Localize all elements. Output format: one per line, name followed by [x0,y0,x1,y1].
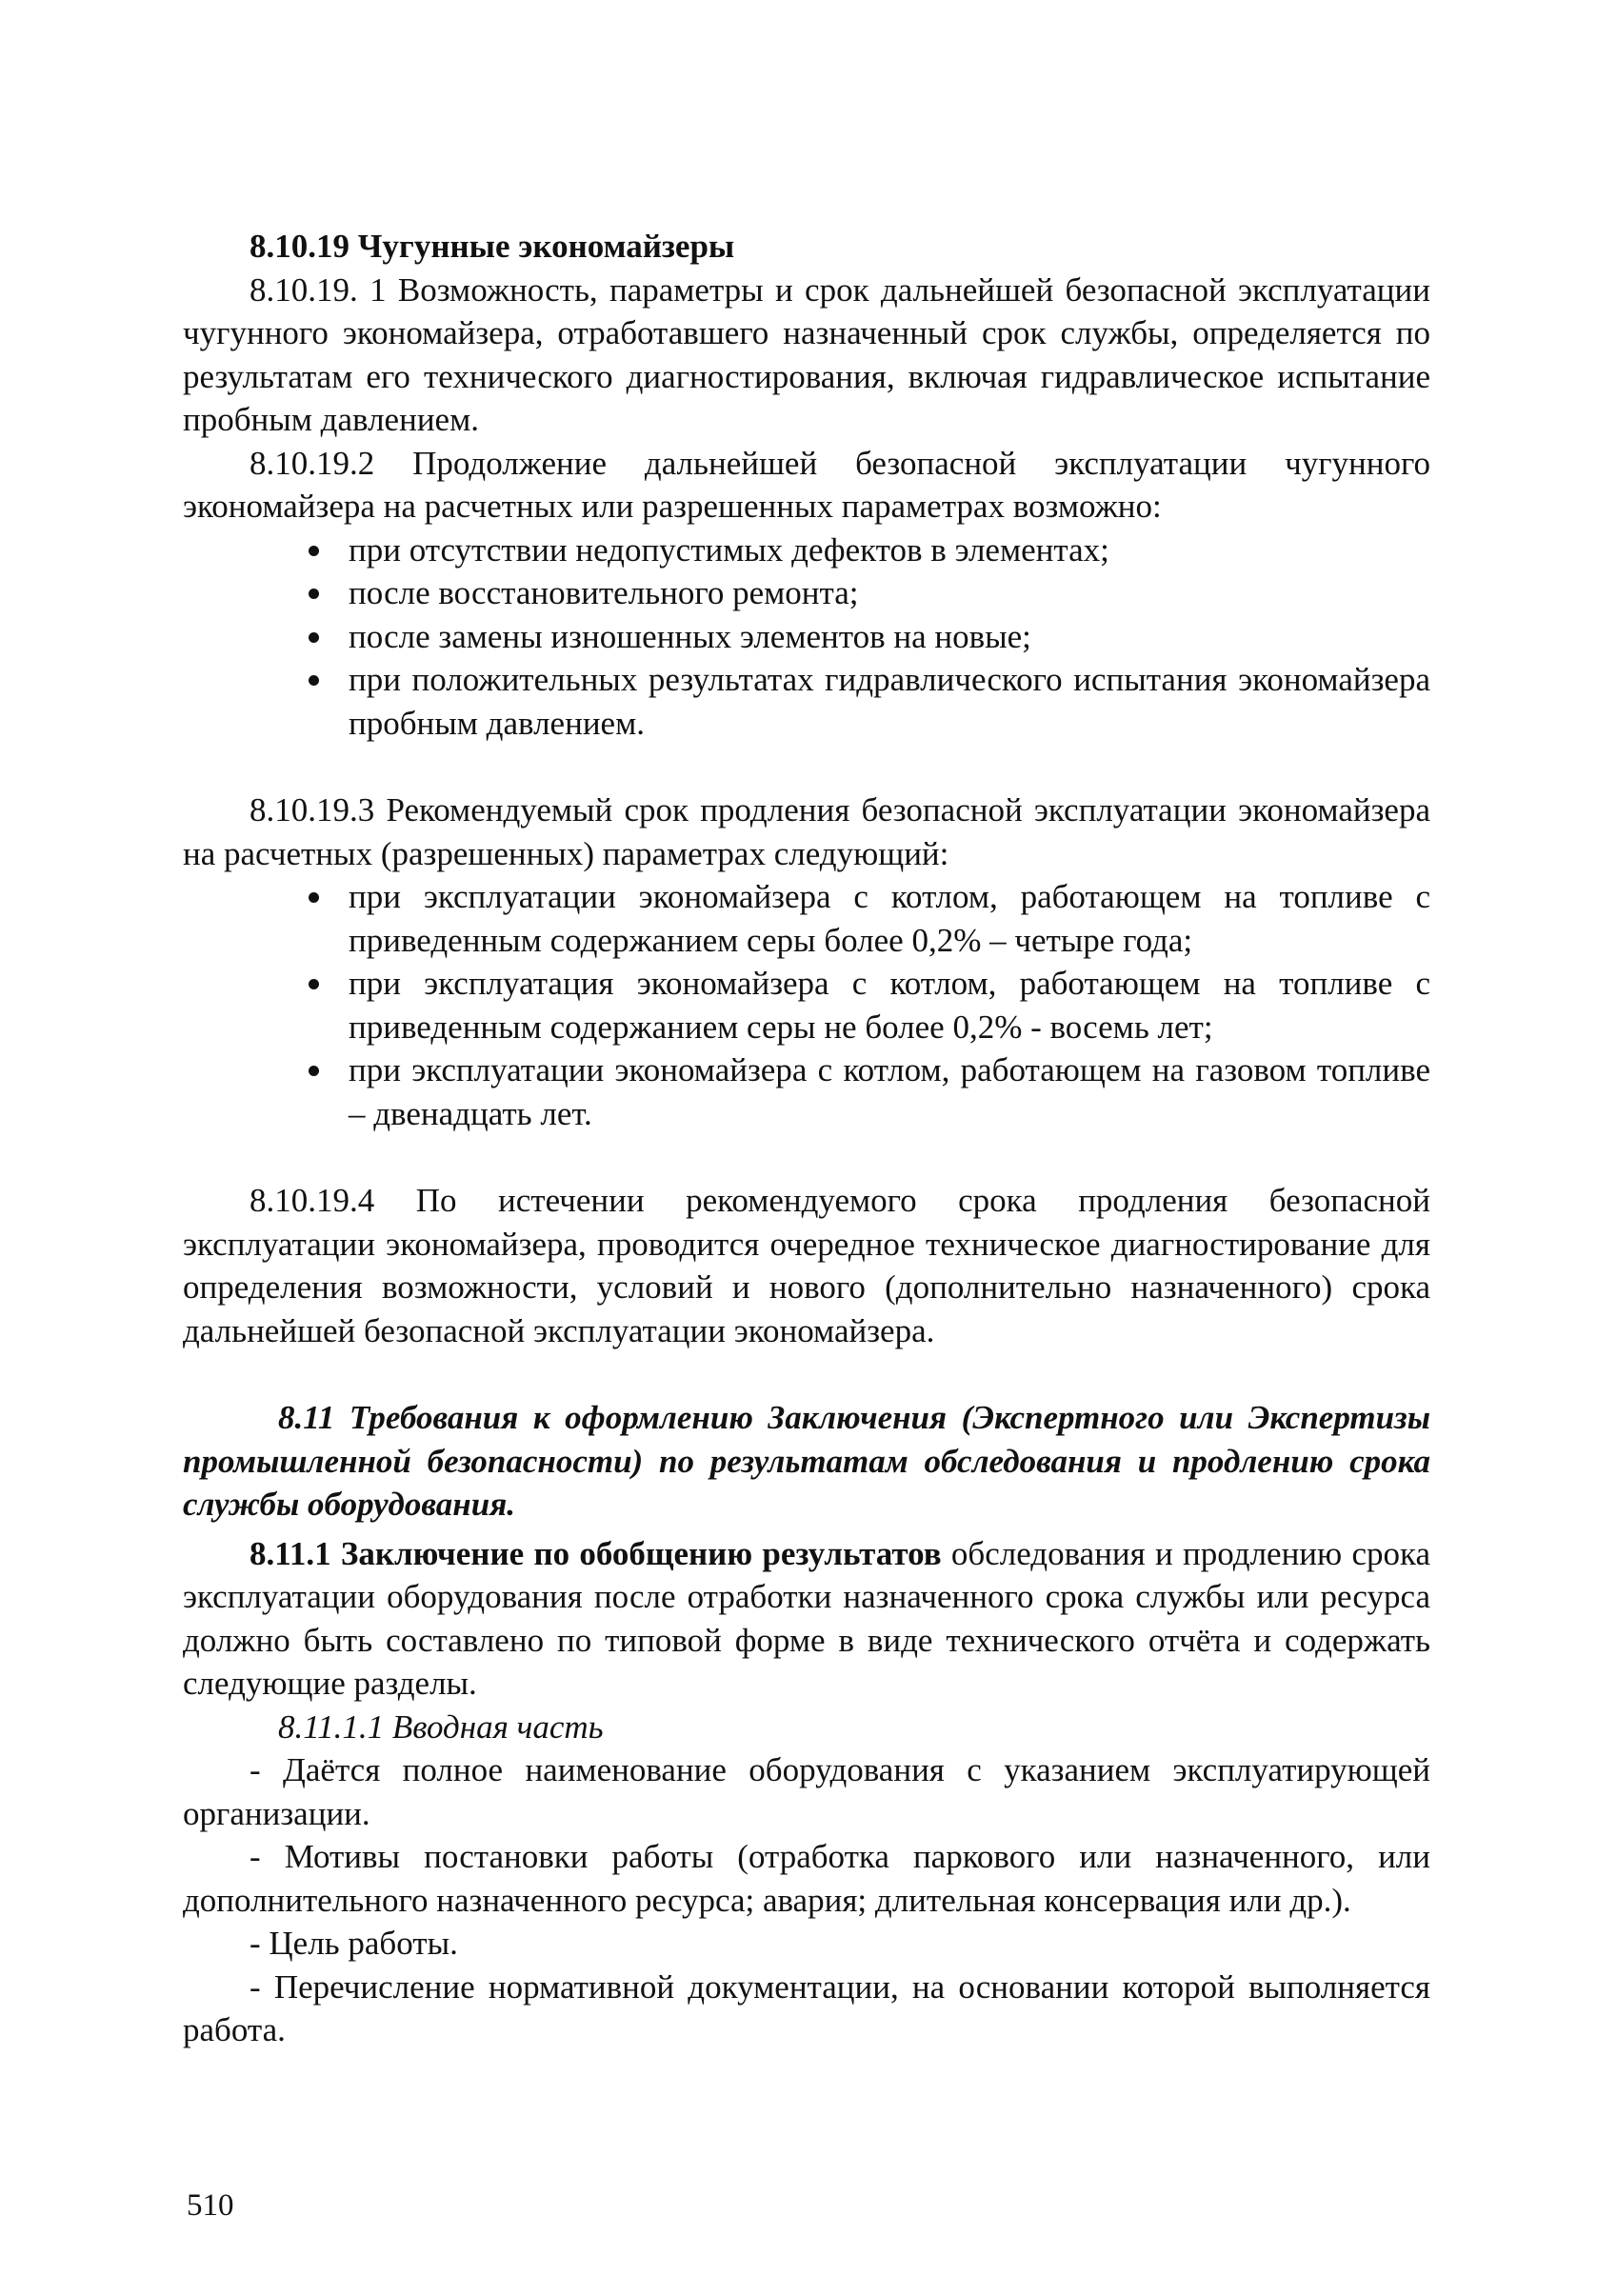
paragraph-8-11-1-lead: 8.11.1 Заключение по обобщению результатов [250,1534,942,1572]
intro-item: - Даётся полное наименование оборудования с указанием эксплуатирующей организации. [183,1751,1430,1832]
list-item: при положительных результатах гидравлического испытания экономайзера пробным давлением. [349,658,1430,745]
paragraph-8-11-1-body: обследования и продлению срока эксплуатации оборудования после отработки назначенного срока службы или ресурса должно быть составлено по типовой форме в виде технического отчёта и содержать следующие разделы. [183,1534,1430,1702]
paragraph-8-10-19-2: 8.10.19.2 Продолжение дальнейшей безопасной эксплуатации чугунного экономайзера на расчетных или разрешенных параметрах возможно: [183,444,1430,525]
list-item: при эксплуатации экономайзера с котлом, работающем на газовом топливе – двенадцать лет. [349,1048,1430,1135]
document-page [183,225,1430,2052]
section-heading-8-10-19: 8.10.19 Чугунные экономайзеры [250,228,735,265]
paragraph-8-10-19-3: 8.10.19.3 Рекомендуемый срок продления безопасной эксплуатации экономайзера на расчетных (разрешенных) параметрах следующий: [183,791,1430,872]
list-item: при отсутствии недопустимых дефектов в элементах; [349,529,1430,572]
paragraph-8-11-1 [183,1532,1430,1706]
spacer [183,745,1430,789]
subheading-8-11-1-1: 8.11.1.1 Вводная часть [278,1707,604,1746]
spacer [183,1352,1430,1396]
paragraph-8-10-19-4: 8.10.19.4 По истечении рекомендуемого срока продления безопасной эксплуатации экономайзера, проводится очередное техническое диагностирование для определения возможности, условий и нового (дополнительно назначенного) срока дальнейшей безопасной эксплуатации экономайзера. [183,1182,1430,1349]
bullet-list-terms [183,875,1430,1135]
list-item: при эксплуатация экономайзера с котлом, работающем на топливе с приведенным содержанием серы не более 0,2% - восемь лет; [349,962,1430,1048]
intro-item: - Цель работы. [250,1925,458,1962]
list-item: при эксплуатации экономайзера с котлом, работающем на топливе с приведенным содержанием серы более 0,2% – четыре года; [349,875,1430,962]
intro-item: - Мотивы постановки работы (отработка паркового или назначенного, или дополнительного назначенного ресурса; авария; длительная консервация или др.). [183,1838,1430,1919]
list-item: после замены изношенных элементов на новые; [349,615,1430,659]
page-number: 510 [187,2188,234,2223]
section-title-8-11: 8.11 Требования к оформлению Заключения (Экспертного или Экспертизы промышленной безопасности) по результатам обследования и продлению срока службы оборудования. [183,1399,1430,1523]
spacer [183,1135,1430,1179]
bullet-list-conditions [183,529,1430,746]
intro-item: - Перечисление нормативной документации, на основании которой выполняется работа. [183,1967,1430,2048]
list-item: после восстановительного ремонта; [349,571,1430,615]
paragraph-8-10-19-1: 8.10.19. 1 Возможность, параметры и срок дальнейшей безопасной эксплуатации чугунного экономайзера, отработавшего назначенный срок службы, определяется по результатам его технического диагностирования, включая гидравлическое испытание пробным давлением. [183,270,1430,438]
